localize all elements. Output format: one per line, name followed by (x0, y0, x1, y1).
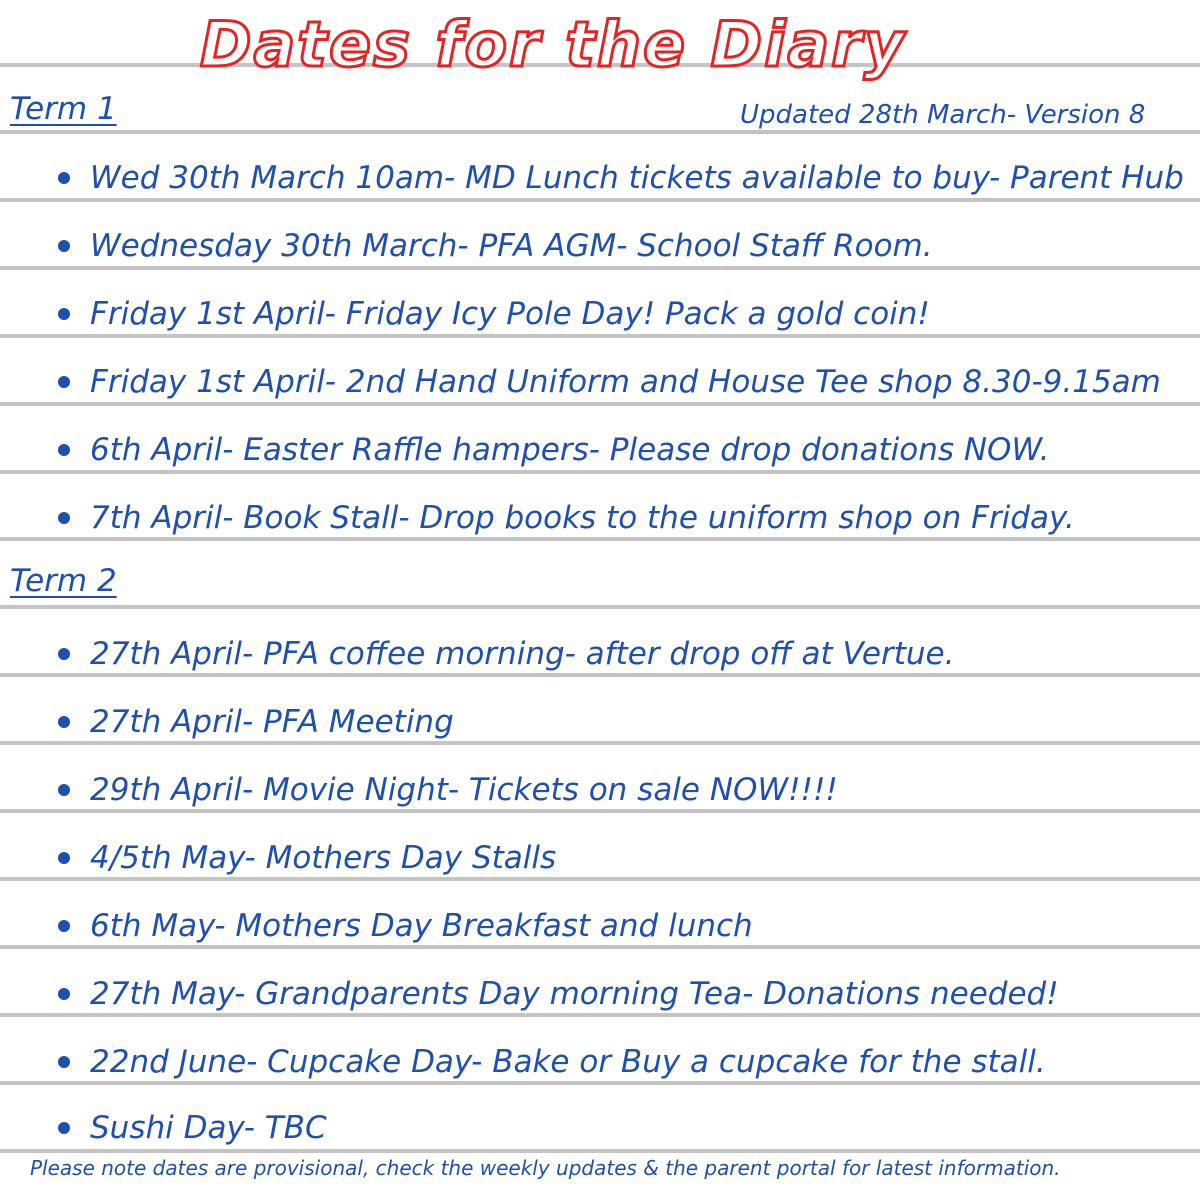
list-item-text: 22nd June- Cupcake Day- Bake or Buy a cupcake for the stall. (90, 1043, 1046, 1080)
list-item-text: 27th April- PFA Meeting (90, 703, 454, 740)
term-2-heading: Term 2 (10, 563, 117, 599)
ruled-line (0, 130, 1200, 134)
term-1-heading: Term 1 (10, 91, 117, 127)
bullet-icon (58, 1056, 70, 1068)
bullet-icon (58, 308, 70, 320)
list-item-text: 6th April- Easter Raffle hampers- Please drop donations NOW. (90, 431, 1050, 468)
list-item (58, 768, 838, 812)
list-item-text: Friday 1st April- 2nd Hand Uniform and House Tee shop 8.30-9.15am (90, 363, 1161, 400)
footer-note: Please note dates are provisional, check the weekly updates & the parent portal for latest information. (30, 1156, 1061, 1180)
list-item (58, 1040, 1046, 1084)
bullet-icon (58, 512, 70, 524)
bullet-icon (58, 716, 70, 728)
page-title: Dates for the Diary (200, 8, 907, 81)
bullet-icon (58, 648, 70, 660)
list-item-text: 6th May- Mothers Day Breakfast and lunch (90, 907, 753, 944)
list-item-text: Wednesday 30th March- PFA AGM- School Staff Room. (90, 227, 933, 264)
list-item (58, 292, 930, 336)
list-item-text: 7th April- Book Stall- Drop books to the uniform shop on Friday. (90, 499, 1075, 536)
list-item (58, 632, 954, 676)
list-item (58, 156, 1184, 200)
ruled-line (0, 605, 1200, 609)
bullet-icon (58, 988, 70, 1000)
list-item (58, 496, 1075, 540)
list-item-text: Wed 30th March 10am- MD Lunch tickets available to buy- Parent Hub (90, 159, 1184, 196)
list-item-text: 4/5th May- Mothers Day Stalls (90, 839, 557, 876)
bullet-icon (58, 784, 70, 796)
list-item-text: 29th April- Movie Night- Tickets on sale NOW!!!! (90, 771, 838, 808)
list-item-text: Sushi Day- TBC (90, 1109, 327, 1146)
bullet-icon (58, 444, 70, 456)
bullet-icon (58, 1122, 70, 1134)
list-item (58, 428, 1049, 472)
list-item (58, 836, 556, 880)
list-item (58, 224, 933, 268)
list-item (58, 972, 1059, 1016)
list-item (58, 904, 753, 948)
updated-note: Updated 28th March- Version 8 (740, 100, 1146, 130)
list-item-text: Friday 1st April- Friday Icy Pole Day! Pack a gold coin! (90, 295, 930, 332)
bullet-icon (58, 172, 70, 184)
bullet-icon (58, 240, 70, 252)
bullet-icon (58, 376, 70, 388)
list-item (58, 700, 454, 744)
list-item (58, 1106, 327, 1150)
list-item (58, 360, 1161, 404)
bullet-icon (58, 852, 70, 864)
bullet-icon (58, 920, 70, 932)
list-item-text: 27th May- Grandparents Day morning Tea- Donations needed! (90, 975, 1059, 1012)
list-item-text: 27th April- PFA coffee morning- after drop off at Vertue. (90, 635, 955, 672)
